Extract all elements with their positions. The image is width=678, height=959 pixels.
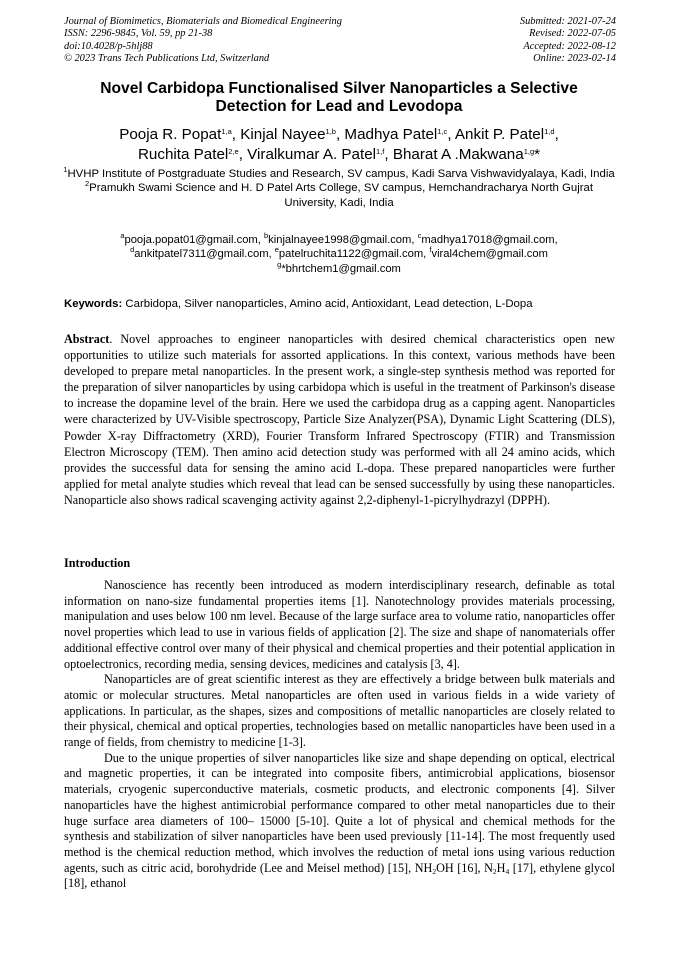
author-name: Bharat A .Makwana [392, 145, 524, 163]
paragraph [64, 751, 615, 892]
title-line-2: Detection for Lead and Levodopa [215, 98, 463, 115]
author-list [60, 125, 618, 164]
journal-info [64, 16, 404, 66]
author-line-1: Pooja R. Popat$^{1,a}$, Kinjal Nayee$^{1,b}$, Madhya Patel$^{1,c}$, Ankit P. Patel$^{1,d}$, [119, 126, 559, 143]
abstract-text: . Novel approaches to engineer nanoparticles with desired chemical characteristics open new opportunities to utilize such materials for assorted applications. In this context, various methods have been developed to prepare metal nanoparticles. In the present work, a single-step synthesis method was reported for the preparation of silver nanoparticles by using carbidopa which is useful in the treatment of Parkinson's disease to increase the dopamine level of the brain. Here we used the carbidopa drug as a capping agent. Nanoparticles were characterized by UV-Visible spectroscopy, Particle Size Analyzer(PSA), Dynamic Light Scattering (DLS), Powder X-ray Diffractometry (XRD), Fourier Transform Infrared Spectroscopy (FTIR) and Transmission Electron Microscopy (TEM). Then amino acid detection study was performed with all 24 amino acids, which provides the successful data for sensing the amino acid L-dopa. These prepared nanoparticles were further applied for metal analyte studies which reveal that lead can be sensed successfully by using these nanoparticles. Nanoparticle also shows radical scavenging activity against 2,2-diphenyl-1-picrylhydrazyl (DPPH). [64, 332, 615, 507]
affiliation-2 [60, 181, 618, 210]
email-mark: c [417, 231, 422, 240]
publication-dates [416, 16, 616, 66]
email-link[interactable]: ankitpatel7311@gmail.com, [134, 248, 272, 261]
author-affil-mark: 1,c [437, 127, 448, 136]
author-line-2: Ruchita Patel$^{2,e}$, Viralkumar A. Patel$^{1,f}$, Bharat A .Makwana$^{1,g}$* [137, 145, 541, 163]
date-submitted: Submitted: 2021-07-24 [519, 16, 616, 27]
subscript: 2 [492, 866, 497, 876]
paragraph-text: OH [16], N [436, 860, 493, 875]
email-link[interactable]: madhya17018@gmail.com, [421, 234, 558, 246]
author-affil-mark: 1,a [221, 127, 232, 136]
email-link[interactable]: kinjalnayee1998@gmail.com, [268, 234, 415, 246]
affiliation-mark: 2 [84, 179, 90, 189]
keywords-text: Carbidopa, Silver nanoparticles, Amino acid, Antioxidant, Lead detection, L-Dopa [125, 298, 533, 310]
paragraph: Nanoparticles are of great scientific interest as they are effectively a bridge between bulk materials and atomic or molecular structures. Metal nanoparticles are often used in various fields in a wide variety of applications. In particular, as the shapes, sizes and compositions of metallic nanoparticles are closely related to their physical, chemical and optical properties, technologies based on metallic nanoparticles have been used in a range of fields, from chemistry to medicine [1-3]. [64, 672, 615, 750]
email-link[interactable]: pooja.popat01@gmail.com, [124, 234, 261, 246]
author-name: Ankit P. Patel [454, 126, 545, 143]
email-mark: d [130, 245, 135, 255]
keywords-label: Keywords: [64, 298, 123, 310]
author-affil-mark: 2,e [228, 146, 239, 156]
author-affil-mark: 1,g [523, 146, 535, 156]
email-mark: f [429, 245, 432, 255]
author-name: Pooja R. Popat [119, 126, 222, 143]
email-mark: b [263, 231, 269, 240]
author-affil-mark: 1,d [544, 127, 555, 136]
paragraph-text: Due to the unique properties of silver nanoparticles like size and shape depending on optical, electrical and magnetic properties, it can be integrated into composite fibers, antimicrobial applications, biosensor materials, cryogenic superconductive materials, cosmetic products, and electronic components [4]. Silver nanoparticles have the highest antimicrobial performance compared to other metal nanoparticles due to their huge surface area diameters of 100– 15000 [5-10]. Quite a lot of physical and chemical methods for the synthesis and stabilization of silver nanoparticles have been used previously [11-14]. The most frequently used method is the chemical reduction method, which involves the reduction of metal ions using various reduction agents, such as citric acid, borohydride (Lee and Meisel method) [15], NH [64, 750, 615, 875]
abstract [64, 331, 615, 508]
email-mark: g [277, 259, 282, 269]
author-name: Kinjal Nayee [240, 126, 326, 143]
email-mark: a [120, 231, 125, 240]
corresponding-mark: * [534, 145, 541, 163]
email-mark: e [274, 245, 279, 255]
paper-title [60, 80, 618, 116]
introduction-heading: Introduction [64, 556, 131, 570]
journal-name: Journal of Biomimetics, Biomaterials and Biomedical Engineering [64, 16, 342, 27]
journal-issn: ISSN: 2296-9845, Vol. 59, pp 21-38 [64, 28, 213, 40]
author-name: Madhya Patel [344, 126, 438, 143]
email-line-3 [60, 259, 618, 276]
keywords [64, 297, 624, 311]
affiliation-mark: 1 [63, 165, 68, 174]
date-accepted: Accepted: 2022-08-12 [523, 40, 616, 52]
author-emails [60, 233, 618, 276]
author-affil-mark: 1,b [325, 127, 336, 136]
subscript: 2 [432, 866, 437, 876]
affiliations [60, 167, 618, 210]
journal-copyright: © 2023 Trans Tech Publications Ltd, Switzerland [64, 53, 270, 65]
affiliation-text: HVHP Institute of Postgraduate Studies and Research, SV campus, Kadi Sarva Vishwavidyalaya, Kadi, India [67, 168, 615, 180]
date-revised: Revised: 2022-07-05 [529, 28, 616, 40]
introduction-body [64, 578, 615, 892]
title-line-1: Novel Carbidopa Functionalised Silver Nanoparticles a Selective [100, 80, 578, 97]
email-link[interactable]: viral4chem@gmail.com [431, 248, 548, 261]
abstract-label: Abstract [64, 332, 110, 346]
subscript: 4 [505, 866, 510, 876]
date-online: Online: 2023-02-14 [533, 53, 616, 65]
email-link[interactable]: *bhrtchem1@gmail.com [281, 262, 401, 275]
email-line-2 [60, 247, 618, 261]
affiliation-1 [60, 167, 618, 181]
journal-doi[interactable]: doi:10.4028/p-5hlj88 [64, 40, 153, 52]
paragraph: Nanoscience has recently been introduced as modern interdisciplinary research, definable as total information on nano-size fundamental properties items [1]. Nanotechnology provides materials processing, manipulation and uses below 100 nm level. Because of the large surface area to volume ratio, nanoparticles offer novel properties which lead to use in various fields of application [2]. The size and shape of nanomaterials offer additional effective control over many of their physical and chemical properties and their potential application in optoelectronics, recording media, sensing devices, medicines and catalysis [3, 4]. [64, 578, 615, 671]
email-line-1 [60, 233, 618, 247]
email-link[interactable]: patelruchita1122@gmail.com, [278, 248, 427, 261]
paragraph-text: H [496, 860, 506, 875]
paragraph-text: [17], ethylene glycol [18], ethanol [64, 860, 615, 891]
author-affil-mark: 1,f [376, 146, 385, 156]
author-name: Viralkumar A. Patel [247, 145, 377, 163]
affiliation-text: Pramukh Swami Science and H. D Patel Arts College, SV campus, Hemchandracharya North Gujrat University, Kadi, India [89, 182, 594, 209]
author-name: Ruchita Patel [137, 145, 229, 163]
